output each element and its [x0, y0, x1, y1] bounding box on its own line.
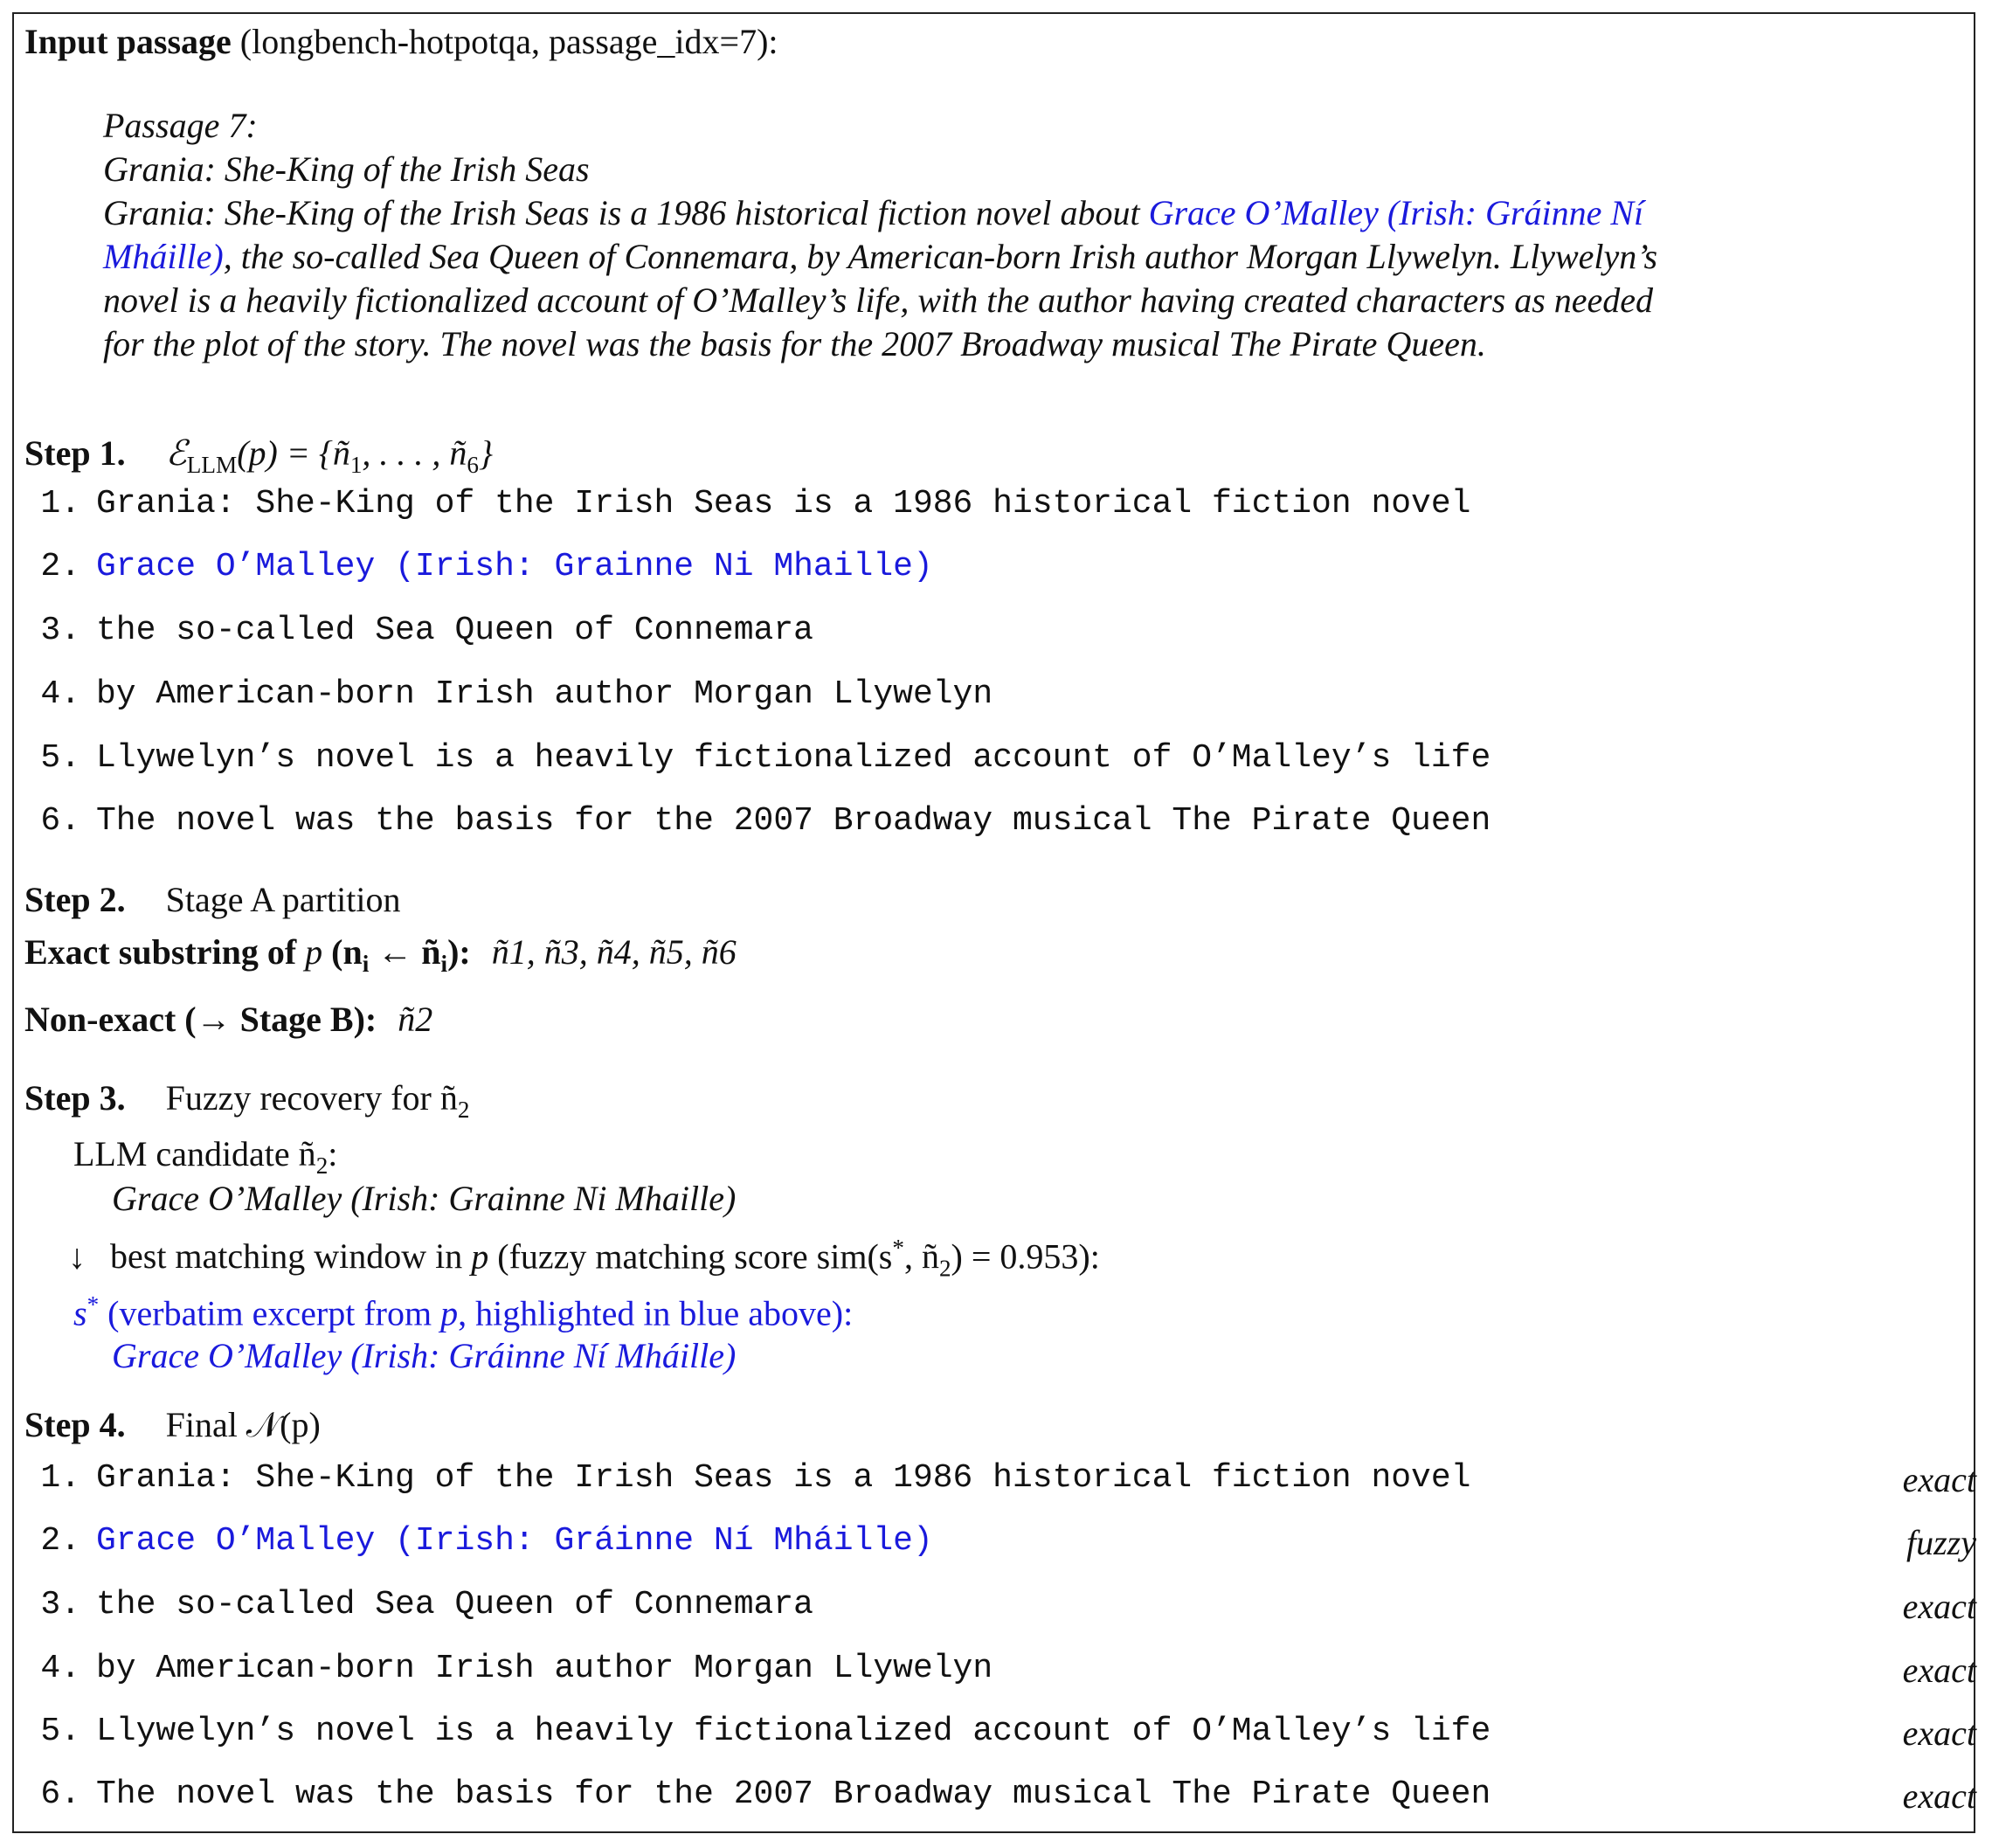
step4-label: Step 4. — [24, 1405, 126, 1444]
step2-exact: Exact substring of p ($n_i$ ← $ñ_i$): ñ1, ñ3, ñ4, ñ5, ñ6 — [24, 932, 737, 977]
step4-item-5: 5. Llywelyn’s novel is a heavily fictionalized account of O’Malley’s life — [40, 1713, 1491, 1750]
step2-nonexact-items: ñ2 — [398, 1000, 433, 1039]
step4-tag-4: exact — [1902, 1651, 1976, 1690]
step4-item-3: 3. the so-called Sea Queen of Connemara — [40, 1586, 813, 1623]
step3-s-star-text: Grace O’Malley (Irish: Gráinne Ní Mháille) — [112, 1336, 737, 1375]
step1-formula: ℰ$_{LLM}$(p) = {$ñ_1$, . . . , $ñ_6$} — [165, 433, 494, 478]
step4-tag-3: exact — [1902, 1587, 1976, 1626]
header-source: (longbench-hotpotqa, passage_idx=7): — [239, 22, 778, 61]
header-label: Input passage — [24, 22, 232, 61]
passage-highlight-start: Grace O’Malley (Irish: Gráinne Ní — [1148, 193, 1644, 232]
step1-item-4: 4. by American-born Irish author Morgan Llywelyn — [40, 675, 993, 713]
step2-exact-items: ñ1, ñ3, ñ4, ñ5, ñ6 — [491, 932, 737, 972]
step4-tag-6: exact — [1902, 1776, 1976, 1816]
passage-highlight-end: Mháille) — [103, 237, 224, 276]
step3-heading — [24, 1077, 469, 1124]
step1-item-1: 1. Grania: She-King of the Irish Seas is a 1986 historical fiction novel — [40, 485, 1471, 523]
step4-tag-2: fuzzy — [1906, 1523, 1976, 1562]
step3-s-star-line: s* (verbatim excerpt from p, highlighted in blue above): — [73, 1291, 854, 1333]
step1-heading — [24, 433, 493, 479]
step2-label: Step 2. — [24, 880, 126, 919]
step1-item-6: 6. The novel was the basis for the 2007 Broadway musical The Pirate Queen — [40, 802, 1491, 840]
step3-candidate-text: Grace O’Malley (Irish: Grainne Ni Mhaille) — [112, 1179, 737, 1218]
passage-line-2 — [103, 236, 1657, 277]
step3-label: Step 3. — [24, 1078, 126, 1118]
step3-candidate-label: LLM candidate $ñ_2$: — [73, 1134, 338, 1179]
step4-tag-5: exact — [1902, 1713, 1976, 1753]
passage-line-2-text: , the so-called Sea Queen of Connemara, by American-born Irish author Morgan Llywelyn. Llywelyn’s — [223, 237, 1658, 276]
step4-item-2: 2. Grace O’Malley (Irish: Gráinne Ní Mháille) — [40, 1522, 933, 1560]
step4-heading — [24, 1404, 321, 1445]
step1-label: Step 1. — [24, 433, 126, 473]
step3-match-line: ↓ best matching window in p (fuzzy matching score sim(s*, $ñ_2) = 0.953$): — [68, 1235, 1100, 1282]
step1-item-2: 2. Grace O’Malley (Irish: Grainne Ni Mhaille) — [40, 548, 933, 585]
passage-line-1-text: Grania: She-King of the Irish Seas is a 1986 historical fiction novel about — [103, 193, 1149, 232]
step1-item-3: 3. the so-called Sea Queen of Connemara — [40, 612, 813, 649]
step2-nonexact: Non-exact (→ Stage B): ñ2 — [24, 1000, 433, 1039]
passage-line-4: for the plot of the story. The novel was the basis for the 2007 Broadway musical The Pirate Queen. — [103, 324, 1486, 363]
step2-heading — [24, 879, 400, 920]
passage-line-3: novel is a heavily fictionalized account of O’Malley’s life, with the author having created characters as needed — [103, 280, 1654, 320]
step3-title: Fuzzy recovery for $ñ_2$ — [165, 1078, 470, 1123]
step4-item-6: 6. The novel was the basis for the 2007 Broadway musical The Pirate Queen — [40, 1775, 1491, 1813]
passage-heading: Passage 7: — [103, 106, 258, 145]
step4-item-1: 1. Grania: She-King of the Irish Seas is a 1986 historical fiction novel — [40, 1459, 1471, 1497]
input-passage-header — [24, 21, 778, 62]
step4-item-4: 4. by American-born Irish author Morgan Llywelyn — [40, 1650, 993, 1687]
passage-title: Grania: She-King of the Irish Seas — [103, 149, 590, 189]
step1-item-5: 5. Llywelyn’s novel is a heavily fictionalized account of O’Malley’s life — [40, 739, 1491, 777]
passage-line-1 — [103, 192, 1643, 233]
step2-title: Stage A partition — [165, 880, 401, 919]
step4-tag-1: exact — [1902, 1460, 1976, 1499]
step4-title: Final 𝒩(p) — [165, 1405, 321, 1444]
down-arrow-icon: ↓ — [68, 1236, 86, 1277]
